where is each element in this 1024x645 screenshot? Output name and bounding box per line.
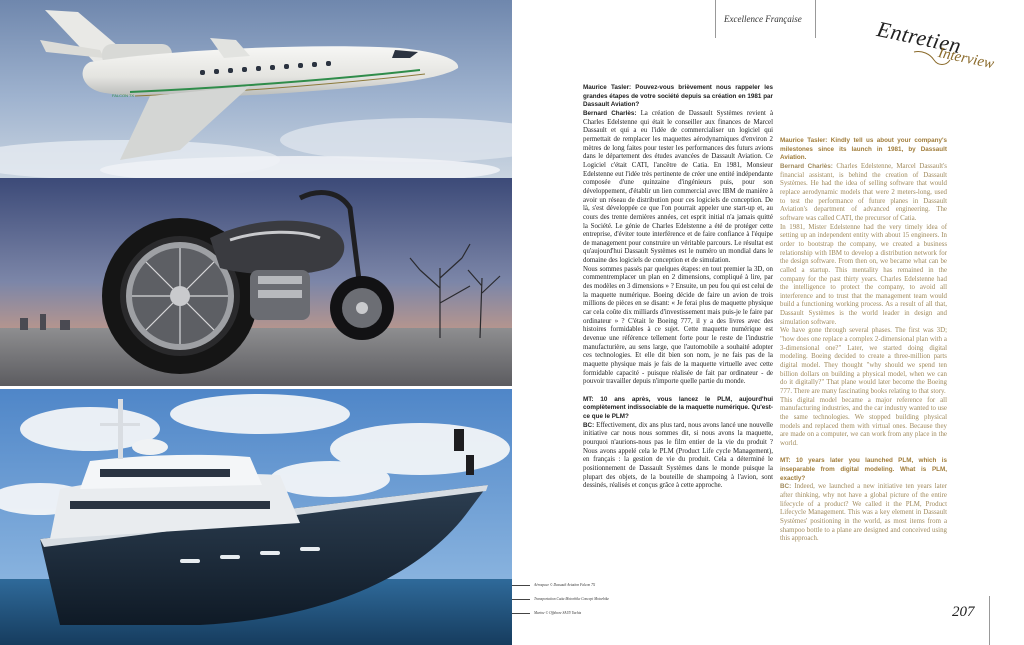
answer-text: Effectivement, dix ans plus tard, nous avons lancé une nouvelle initiative car nous nous sommes dit, si nous avons la maquette, pourquoi n'aurions-nous pas le film entier de la vie du produit ? Nous avons appelé cela le PLM (Product Life cycle Management), en français : la gestion de vie du produit. Cela a déterminé le positionnement de Dassault Systèmes dans le monde puisque la plupart des objets, de la bouteille de shampoing à l'avion, sont dessinés, réalisés et conçus grâce à cette approche. xyxy=(583,421,773,490)
answer-text: La création de Dassault Systèmes revient à Charles Edelstenne qui était le conseiller aux finances de Marcel Dassault et qui a eu l'idée de commercialiser un logiciel qui permettait de remplacer les maquettes aérodynamiques d'environ 2 mètres de long faites pour tester les performances des futurs avions dans le département des études avancées de Dassault Aviation. Ce Logiciel c'était CATI, l'ancêtre de Catia. En 1981, Monsieur Edelstenne eut l'idée très pertinente de créer une entité indépendante composée d'une quinzaine d'ingénieurs puis, pour son développement, d'établir un lien commercial avec IBM de manière à avoir un réseau de distribution pour ces logiciels de conception. De là, s'est développée ce que l'on pourrait appeler une start-up et, au cours des trente dernières années, cet esprit initial n'a jamais quitté la Société. Le génie de Charles Edelstenne a été de protéger cette entreprise, d'éviter toute interférence et de faire confiance à l'équipe de management pour construire un véritable parcours. Le résultat est qu'aujourd'hui Dassault Systèmes est le numéro un mondial dans le domaine des logiciels de conception et de simulation. xyxy=(583,109,774,265)
caption-transportation: Transportation Catia Motorbike Concept Motorbike xyxy=(534,597,610,601)
answer-speaker-label: BC: xyxy=(583,421,595,429)
french-column xyxy=(583,84,773,491)
french-question-2: MT: 10 ans après, vous lancez le PLM, aujourd'hui complètement indissociable de la maquette numérique. Qu'est-ce que le PLM? xyxy=(583,395,773,420)
jet-tail-mark: FALCON 7X xyxy=(112,93,135,98)
french-answer-2 xyxy=(583,422,773,491)
section-header: Excellence Française xyxy=(724,14,802,24)
header-rule xyxy=(815,0,816,38)
english-answer-1-p3: We have gone through several phases. The first was 3D; "how does one replace a complex 2-dimensional plan with a 3-dimensional one?" Later, we started doing digital modeling. Boeing decided to create a three-million parts digital model. They thought "why should we spend ten billion dollars on building a physical model, when we can do it digitally?" That plane would later become the Boeing 777. There are many fascinating books relating to that story. xyxy=(780,327,947,396)
motorbike-photo xyxy=(0,178,512,386)
english-answer-2 xyxy=(780,483,947,544)
english-answer-1-p2: In 1981, Mister Edelstenne had the very timely idea of setting up an independent entity with about 15 engineers. In order to bootstrap the company, we created a business relationship with IBM to develop a distribution network for the design software. From then on, we became what can be called a startup. This mentality has remained in the company for the past thirty years. Charles Edelstenne had the intelligence to protect the company, to avoid all interference and to trust that the management team would build a functioning working process. As a result of all that, Dassault Systèmes is the world leader in design and simulation software. xyxy=(780,223,947,326)
entretien-title: Entretien xyxy=(874,16,964,59)
answer-speaker-label: BC: xyxy=(780,483,792,491)
interview-subtitle: Interview xyxy=(936,45,996,73)
french-answer-1-continued: Nous sommes passés par quelques étapes: en tout premier la 3D, on commentremplacer un plan en 2 dimensions, compliqué à lire, par des modèles en 3 dimensions » ? Ensuite, un peu fou qui est celui de la maquette numérique. Boeing décide de faire un avion de trois millions de pièces en se disant: « Je ferai plus de maquette physique car cela coûte dix milliards d'investissement mais puis-je le faire par ordinateur » ? C'était le Boeing 777, il y a des livres avec des histoires formidables à ce sujet. Cette maquette numérique est devenue une référence tellement forte pour le reste de l'industrie manufacturière, au sens large, que l'automobile a souhaité adopter ces technologies. Et elle dit bien son nom, je ne fais pas de la maquette physique mais je fais de la maquette virtuelle avec cette formidable capacité - puisque réalisée de fait par ordinateur - de pouvoir travailler depuis n'importe quelle partie du monde. xyxy=(583,265,773,386)
english-question-1: Maurice Tasler: Kindly tell us about your company's milestones since its launch in 1981, by Dassault Aviation. xyxy=(780,137,947,162)
english-column xyxy=(780,137,947,544)
falcon-jet-photo xyxy=(0,0,512,178)
answer-text: Indeed, we launched a new initiative ten years later after thinking, why not have a global picture of the entire lifecycle of a product? We called it the PLM, Product Lifecycle Management. This was a key element in Dassault Systèmes' positioning in the world, as most items from a shampoo bottle to a plane are designed and conceived using this approach. xyxy=(780,483,947,543)
answer-text: Charles Edelstenne, Marcel Dassault's financial assistant, is behind the creation of Dassault Systèmes. He had the idea of selling software that would replace aerodynamic models that were 2 meters-long, used to test the performance of future planes in Dassault Aviation's department of advanced engineering. The software was called CATI, the precursor of Catia. xyxy=(780,162,947,222)
caption-rule xyxy=(512,599,530,600)
page-number: 207 xyxy=(952,604,975,620)
caption-aerospace: Aérospace © Dassault Aviation Falcon 7X xyxy=(534,583,596,587)
english-answer-1-p4: This digital model became a major reference for all manufacturing industries, and the car industry wanted to use the same technologies. We stopped building physical models and replaced them with virtual ones. Because they are made on a computer, we can work from any place in the world. xyxy=(780,396,947,447)
caption-marine: Marine © Offshore SAUY Yachts xyxy=(534,611,582,615)
caption-rule xyxy=(512,585,530,586)
english-question-2: MT: 10 years later you launched PLM, which is inseparable from digital modeling. What is PLM, exactly? xyxy=(780,457,947,482)
answer-speaker-label: Bernard Charlès: xyxy=(780,162,833,170)
yacht-photo xyxy=(0,389,512,645)
header-rule xyxy=(715,0,716,38)
answer-speaker-label: Bernard Charlès: xyxy=(583,109,637,117)
english-answer-1 xyxy=(780,163,947,224)
french-answer-1 xyxy=(583,110,773,266)
french-question-1: Maurice Tasler: Pouvez-vous brièvement nous rappeler les grandes étapes de votre société depuis sa création en 1981 par Dassault Aviation? xyxy=(583,84,773,109)
page-number-rule xyxy=(989,596,990,645)
caption-rule xyxy=(512,613,530,614)
